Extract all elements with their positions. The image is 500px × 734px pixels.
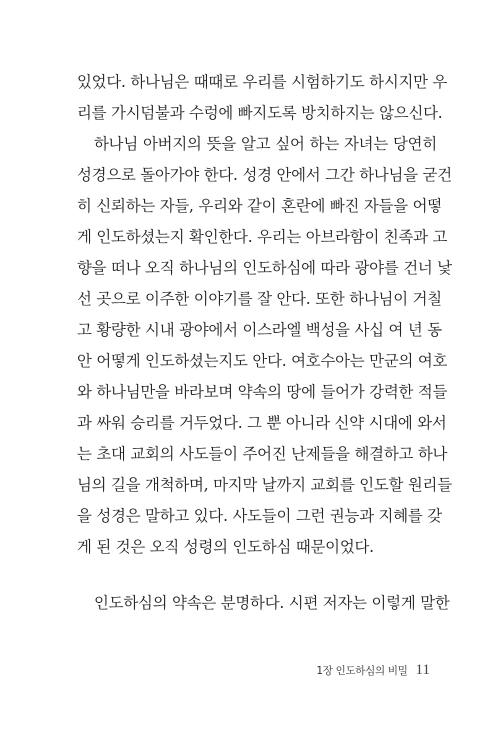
text-line: 성경으로 돌아가야 한다. 성경 안에서 그간 하나님을 굳건 — [77, 166, 452, 184]
paragraph-2 — [77, 129, 452, 563]
text-line: 리를 가시덤불과 수렁에 빠지도록 방치하지는 않으신다. — [77, 104, 443, 122]
text-line: 선 곳으로 이주한 이야기를 잘 안다. 또한 하나님이 거칠 — [77, 290, 442, 308]
page-number: 11 — [415, 662, 430, 678]
text-line: 을 성경은 말하고 있다. 사도들이 그런 권능과 지혜를 갖 — [77, 507, 442, 525]
text-line: 있었다. 하나님은 때때로 우리를 시험하기도 하시지만 우 — [77, 73, 448, 91]
running-header-chapter: 1장 인도하심의 비밀 — [316, 665, 408, 677]
paragraph-3 — [77, 588, 450, 619]
text-line: 게 인도하셨는지 확인한다. 우리는 아브라함이 친족과 고 — [77, 228, 448, 246]
text-line: 고 황량한 시내 광야에서 이스라엘 백성을 사십 여 년 동 — [77, 321, 442, 339]
text-line: 는 초대 교회의 사도들이 주어진 난제들을 해결하고 하나 — [77, 445, 448, 463]
text-line: 게 된 것은 오직 성령의 인도하심 때문이었다. — [77, 538, 374, 556]
page-footer — [316, 662, 430, 682]
text-line: 님의 길을 개척하며, 마지막 날까지 교회를 인도할 원리들 — [77, 476, 452, 494]
text-line: 향을 떠나 오직 하나님의 인도하심에 따라 광야를 건너 낯 — [77, 259, 452, 277]
text-line: 와 하나님만을 바라보며 약속의 땅에 들어가 강력한 적들 — [77, 383, 448, 401]
text-line: 과 싸워 승리를 거두었다. 그 뿐 아니라 신약 시대에 와서 — [77, 414, 447, 432]
text-line: 히 신뢰하는 자들, 우리와 같이 혼란에 빠진 자들을 어떻 — [77, 197, 442, 215]
text-line: 안 어떻게 인도하셨는지도 안다. 여호수아는 만군의 여호 — [77, 352, 448, 370]
text-line: 인도하심의 약속은 분명하다. 시편 저자는 이렇게 말한 — [94, 594, 450, 612]
text-line: 하나님 아버지의 뜻을 알고 싶어 하는 자녀는 당연히 — [94, 135, 437, 153]
paragraph-1 — [77, 67, 448, 129]
